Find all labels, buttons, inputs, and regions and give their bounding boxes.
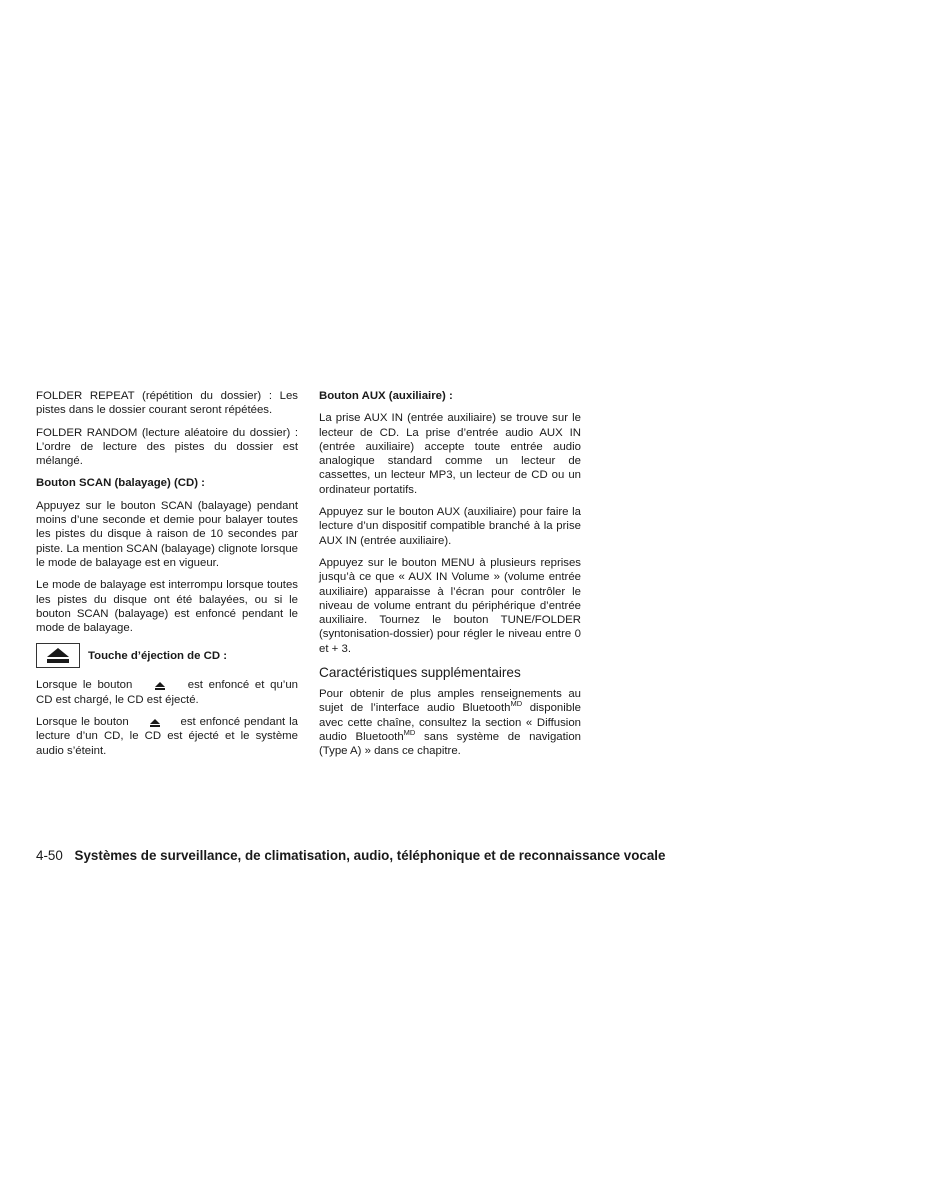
chapter-title: Systèmes de surveillance, de climatisation, audio, téléphonique et de reconnaissance vocale (74, 848, 666, 863)
left-column (36, 389, 298, 766)
eject-p1-start: Lorsque le bouton (36, 679, 133, 692)
eject-icon (133, 715, 177, 729)
aux-paragraph-1: La prise AUX IN (entrée auxiliaire) se trouve sur le lecteur de CD. La prise d’entrée audio AUX IN (entrée auxiliaire) accepte toute entrée audio analogique standard comme un lecteur de cassettes, un lecteur MP3, un lecteur de CD ou un ordinateur portatifs. (319, 412, 581, 496)
features-heading: Caractéristiques supplémentaires (319, 665, 521, 681)
page-number: 4-50 (36, 848, 63, 863)
right-column (319, 389, 581, 767)
eject-section-header (36, 643, 298, 668)
eject-heading: Touche d’éjection de CD : (88, 649, 228, 662)
features-paragraph (319, 687, 581, 758)
eject-p1-end: est enfoncé et qu’un CD est chargé, le CD est éjecté. (36, 679, 298, 706)
page-footer (36, 848, 665, 864)
scan-heading: Bouton SCAN (balayage) (CD) : (36, 477, 205, 490)
features-text-a: Pour obtenir de plus amples renseignements au sujet de l’interface audio Bluetooth (319, 688, 581, 715)
eject-p2-start: Lorsque le bouton (36, 716, 129, 729)
folder-repeat-paragraph: FOLDER REPEAT (répétition du dossier) : Les pistes dans le dossier courant seront répétées. (36, 390, 298, 417)
eject-icon (138, 678, 182, 692)
trademark-sup: MD (510, 699, 523, 709)
eject-paragraph-2 (36, 715, 298, 758)
features-text-b: disponible avec cette chaîne, consultez la section « Diffusion audio Bluetooth (319, 702, 581, 743)
aux-paragraph-2: Appuyez sur le bouton AUX (auxiliaire) pour faire la lecture d’un dispositif compatible branché à la prise AUX IN (entrée auxiliaire). (319, 506, 581, 547)
eject-paragraph-1 (36, 678, 298, 707)
scan-paragraph-1: Appuyez sur le bouton SCAN (balayage) pendant moins d’une seconde et demie pour balayer toutes les pistes du disque à raison de 10 secondes par piste. La mention SCAN (balayage) clignote lorsque le mode de balayage est en vigueur. (36, 499, 298, 569)
eject-button-icon (36, 643, 80, 668)
scan-paragraph-2: Le mode de balayage est interrompu lorsque toutes les pistes du disque ont été balayées, ou si le bouton SCAN (balayage) est enfoncé pendant le mode de balayage. (36, 579, 298, 635)
aux-paragraph-3: Appuyez sur le bouton MENU à plusieurs reprises jusqu’à ce que « AUX IN Volume » (volume entrée auxiliaire) apparaisse à l’écran pour contrôler le niveau de volume entrant du périphérique d’entrée auxiliaire. Tournez le bouton TUNE/FOLDER (syntonisation-dossier) pour régler le niveau entre 0 et + 3. (319, 556, 581, 655)
eject-p2-end: est enfoncé pendant la lecture d’un CD, le CD est éjecté et le système audio s’éteint. (36, 716, 298, 757)
features-text-c: sans système de navigation (Type A) » dans ce chapitre. (319, 730, 581, 758)
aux-heading: Bouton AUX (auxiliaire) : (319, 390, 453, 402)
folder-random-paragraph: FOLDER RANDOM (lecture aléatoire du dossier) : L’ordre de lecture des pistes du dossier est mélangé. (36, 426, 298, 468)
trademark-sup: MD (403, 728, 416, 738)
